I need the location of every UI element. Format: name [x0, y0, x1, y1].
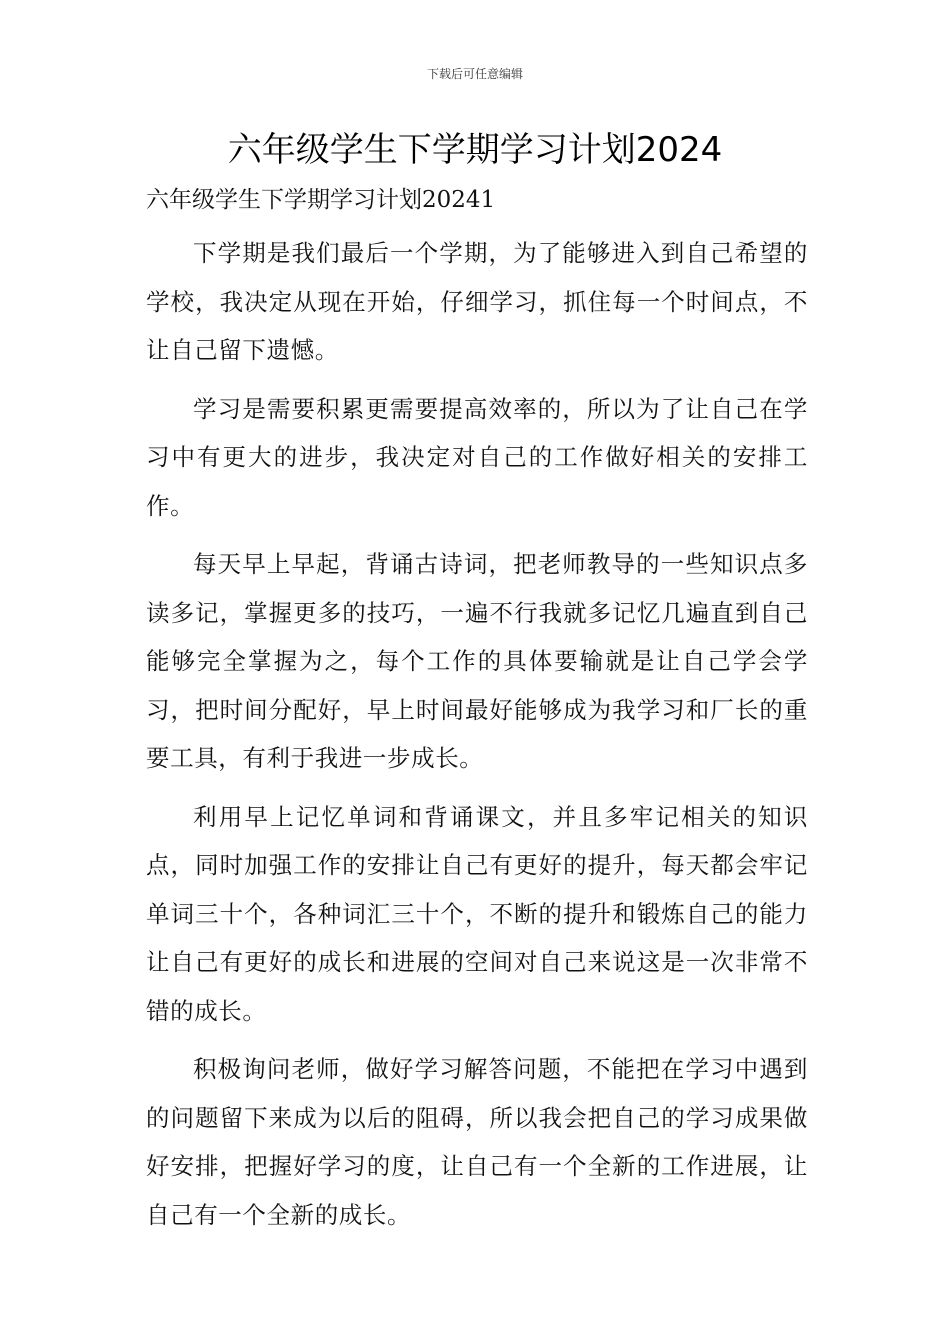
paragraph: 学习是需要积累更需要提高效率的，所以为了让自己在学习中有更大的进步，我决定对自己的工作做好相关的安排工作。	[146, 394, 808, 520]
paragraph: 积极询问老师，做好学习解答问题，不能把在学习中遇到的问题留下来成为以后的阻碍，所以我会把自己的学习成果做好安排，把握好学习的度，让自己有一个全新的工作进展，让自己有一个全新的成长。	[146, 1055, 808, 1229]
paragraph: 利用早上记忆单词和背诵课文，并且多牢记相关的知识点，同时加强工作的安排让自己有更好的提升，每天都会牢记单词三十个，各种词汇三十个，不断的提升和锻炼自己的能力让自己有更好的成长和进展的空间对自己来说这是一次非常不错的成长。	[146, 802, 808, 1025]
paragraph: 下学期是我们最后一个学期，为了能够进入到自己希望的学校，我决定从现在开始，仔细学习，抓住每一个时间点，不让自己留下遗憾。	[146, 239, 808, 364]
document-body	[146, 229, 808, 1249]
document-subtitle: 六年级学生下学期学习计划20241	[146, 187, 496, 213]
page-title: 六年级学生下学期学习计划2024	[227, 130, 723, 170]
header-note: 下载后可任意编辑	[426, 67, 523, 81]
paragraph: 每天早上早起，背诵古诗词，把老师教导的一些知识点多读多记，掌握更多的技巧，一遍不行我就多记忆几遍直到自己能够完全掌握为之，每个工作的具体要输就是让自己学会学习，把时间分配好，早上时间最好能够成为我学习和厂长的重要工具，有利于我进一步成长。	[146, 550, 808, 772]
